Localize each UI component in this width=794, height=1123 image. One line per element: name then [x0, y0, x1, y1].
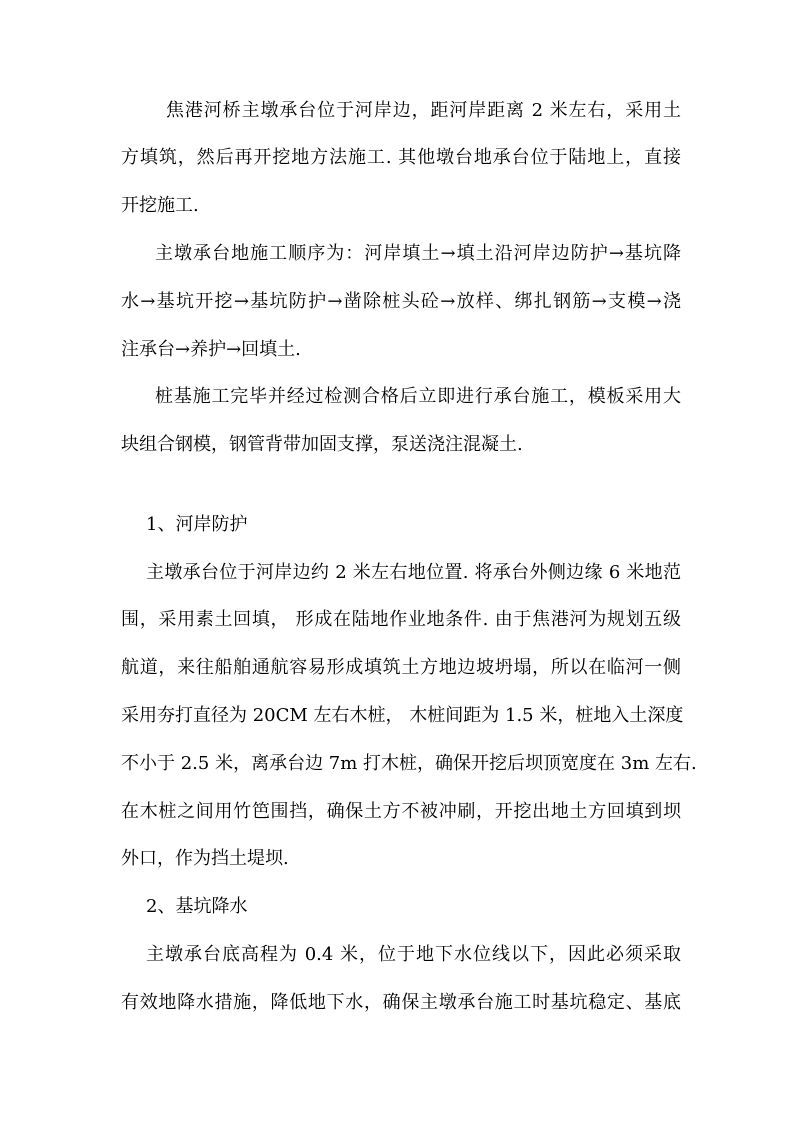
sequence-line-2: 水→基坑开挖→基坑防护→凿除桩头砼→放样、绑扎钢筋→支模→浇 [121, 291, 681, 312]
section-2-line-1: 主墩承台底高程为 0.4 米，位于地下水位线以下，因此必须采取 [146, 944, 681, 965]
intro-line-3: 开挖施工. [121, 195, 199, 216]
section-1-line-2: 围，采用素土回填， 形成在陆地作业地条件. 由于焦港河为规划五级 [121, 609, 681, 630]
formwork-line-2: 块组合钢模，钢管背带加固支撑，泵送浇注混凝土. [121, 434, 523, 455]
section-1-heading: 1、河岸防护 [146, 514, 248, 535]
section-1-line-3: 航道，来往船舶通航容易形成填筑土方地边坡坍塌，所以在临河一侧 [121, 657, 681, 678]
intro-line-1: 焦港河桥主墩承台位于河岸边，距河岸距离 2 米左右，采用土 [166, 100, 681, 121]
section-2-line-2: 有效地降水措施，降低地下水，确保主墩承台施工时基坑稳定、基底 [121, 992, 681, 1013]
section-1-line-7: 外口，作为挡土堤坝. [121, 848, 289, 869]
section-1-line-1: 主墩承台位于河岸边约 2 米左右地位置. 将承台外侧边缘 6 米地范 [146, 562, 681, 583]
section-1-line-5: 不小于 2.5 米，离承台边 7m 打木桩，确保开挖后坝顶宽度在 3m 左右. [121, 753, 697, 774]
section-1-line-4: 采用夯打直径为 20CM 左右木桩， 木桩间距为 1.5 米，桩地入土深度 [121, 705, 684, 726]
formwork-line-1: 桩基施工完毕并经过检测合格后立即进行承台施工，模板采用大 [155, 386, 681, 407]
sequence-line-1: 主墩承台地施工顺序为：河岸填土→填土沿河岸边防护→基坑降 [155, 243, 681, 264]
section-2-heading: 2、基坑降水 [146, 896, 248, 917]
intro-line-2: 方填筑，然后再开挖地方法施工. 其他墩台地承台位于陆地上，直接 [121, 147, 681, 168]
section-1-line-6: 在木桩之间用竹笆围挡，确保土方不被冲刷，开挖出地土方回填到坝 [121, 801, 681, 822]
sequence-line-3: 注承台→养护→回填土. [121, 339, 301, 360]
